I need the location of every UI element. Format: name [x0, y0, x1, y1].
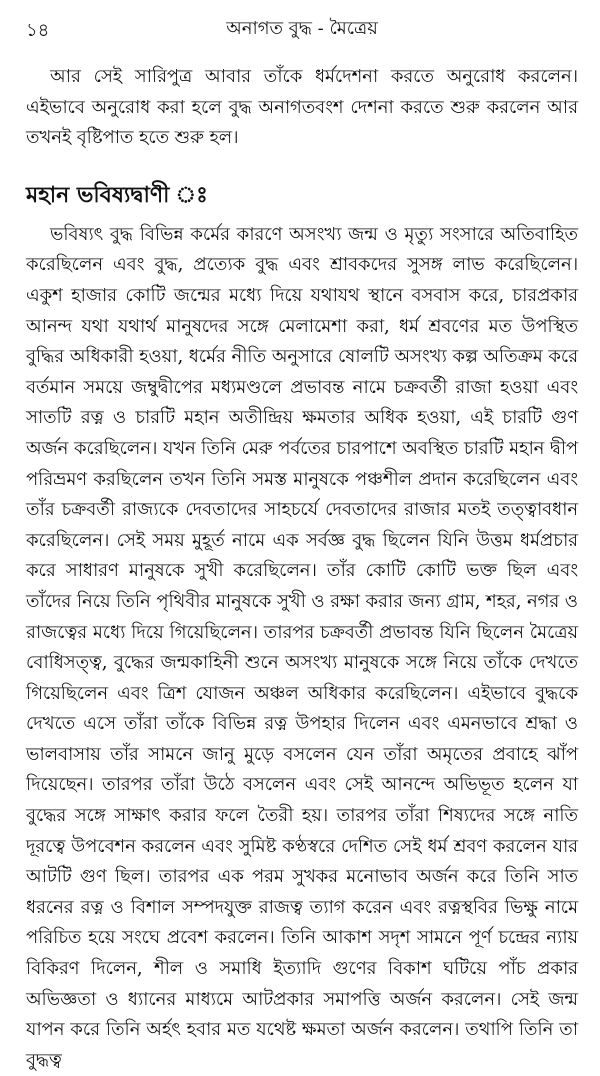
page-header [26, 0, 578, 46]
intro-paragraph: আর সেই সারিপুত্র আবার তাঁকে ধর্মদেশনা করতে অনুরোধ করলেন। এইভাবে অনুরোধ করা হলে বুদ্ধ অনাগতবংশ দেশনা করতে শুরু করলেন আর তখনই বৃষ্টিপাত হতে শুরু হল। [26, 66, 578, 149]
running-title: অনাগত বুদ্ধ - মৈত্রেয় [226, 18, 378, 39]
body-paragraph: ভবিষ্যৎ বুদ্ধ বিভিন্ন কর্মের কারণে অসংখ্য জন্ম ও মৃত্যু সংসারে অতিবাহিত করেছিলেন এবং বুদ্ধ, প্রত্যেক বুদ্ধ এবং শ্রাবকদের সুসঙ্গ লাভ করেছিলেন। একুশ হাজার কোটি জন্মের মধ্যে দিয়ে যথাযথ স্থানে বসবাস করে, চারপ্রকার আনন্দ যথা যথার্থ মানুষদের সঙ্গে মেলামেশা করা, ধর্ম শ্রবণের মত উপস্থিত বুদ্ধির অধিকারী হওয়া, ধর্মের নীতি অনুসারে ষোলটি অসংখ্য কল্প অতিক্রম করে বর্তমান সময়ে জম্বুদ্বীপের মধ্যমণ্ডলে প্রভাবন্ত নামে চক্রবর্তী রাজা হওয়া এবং সাতটি রত্ন ও চারটি মহান অতীন্দ্রিয় ক্ষমতার অধিক হওয়া, এই চারটি গুণ অর্জন করেছিলেন। যখন তিনি মেরু পর্বতের চারপাশে অবস্থিত চারটি মহান দ্বীপ পরিভ্রমণ করছিলেন তখন তিনি সমস্ত মানুষকে পঞ্চশীল প্রদান করেছিলেন এবং তাঁর চক্রবর্তী রাজ্যকে দেবতাদের সাহচর্যে দেবতাদের রাজার মতই তত্ত্বাবধান করেছিলেন। সেই সময় মুহূর্ত নামে এক সর্বজ্ঞ বুদ্ধ ছিলেন যিনি উত্তম ধর্মপ্রচার করে সাধারণ মানুষকে সুখী করেছিলেন। তাঁর কোটি কোটি ভক্ত ছিল এবং তাঁদের নিয়ে তিনি পৃথিবীর মানুষকে সুখী ও রক্ষা করার জন্য গ্রাম, শহর, নগর ও রাজত্বের মধ্যে দিয়ে গিয়েছিলেন। তারপর চক্রবর্তী প্রভাবন্ত যিনি ছিলেন মৈত্রেয় বোধিসত্ত্ব, বুদ্ধের জন্মকাহিনী শুনে অসংখ্য মানুষকে সঙ্গে নিয়ে তাঁকে দেখতে গিয়েছিলেন এবং ত্রিশ যোজন অঞ্চল অধিকার করেছিলেন। এইভাবে বুদ্ধকে দেখতে এসে তাঁরা তাঁকে বিভিন্ন রত্ন উপহার দিলেন এবং এমনভাবে শ্রদ্ধা ও ভালবাসায় তাঁর সামনে জানু মুড়ে বসলেন যেন তাঁরা অমৃতের প্রবাহে ঝাঁপ দিয়েছেন। তারপর তাঁরা উঠে বসলেন এবং সেই আনন্দে অভিভূত হলেন যা বুদ্ধের সঙ্গে সাক্ষাৎ করার ফলে তৈরী হয়। তারপর তাঁরা শিষ্যদের সঙ্গে নাতি দূরত্বে উপবেশন করলেন এবং সুমিষ্ট কণ্ঠস্বরে দেশিত সেই ধর্ম শ্রবণ করলেন যার আটটি গুণ ছিল। তারপর এক পরম সুখকর মনোভাব অর্জন করে তিনি সাত ধরনের রত্ন ও বিশাল সম্পদযুক্ত রাজত্ব ত্যাগ করেন এবং রত্নস্থবির ভিক্ষু নামে পরিচিত হয়ে সংঘে প্রবেশ করলেন। তিনি আকাশ সদৃশ সামনে পূর্ণ চন্দ্রের ন্যায় বিকিরণ দিলেন, শীল ও সমাধি ইত্যাদি গুণের বিকাশ ঘটিয়ে পাঁচ প্রকার অভিজ্ঞতা ও ধ্যানের মাধ্যমে আটপ্রকার সমাপত্তি অর্জন করলেন। সেই জন্ম যাপন করে তিনি অর্হৎ হবার মত যথেষ্ট ক্ষমতা অর্জন করলেন। তথাপি তিনি তা বুদ্ধত্ব [26, 223, 578, 1071]
section-heading: মহান ভবিষ্যদ্বাণী ঃ [26, 181, 208, 208]
page-number: ১৪ [26, 20, 50, 41]
